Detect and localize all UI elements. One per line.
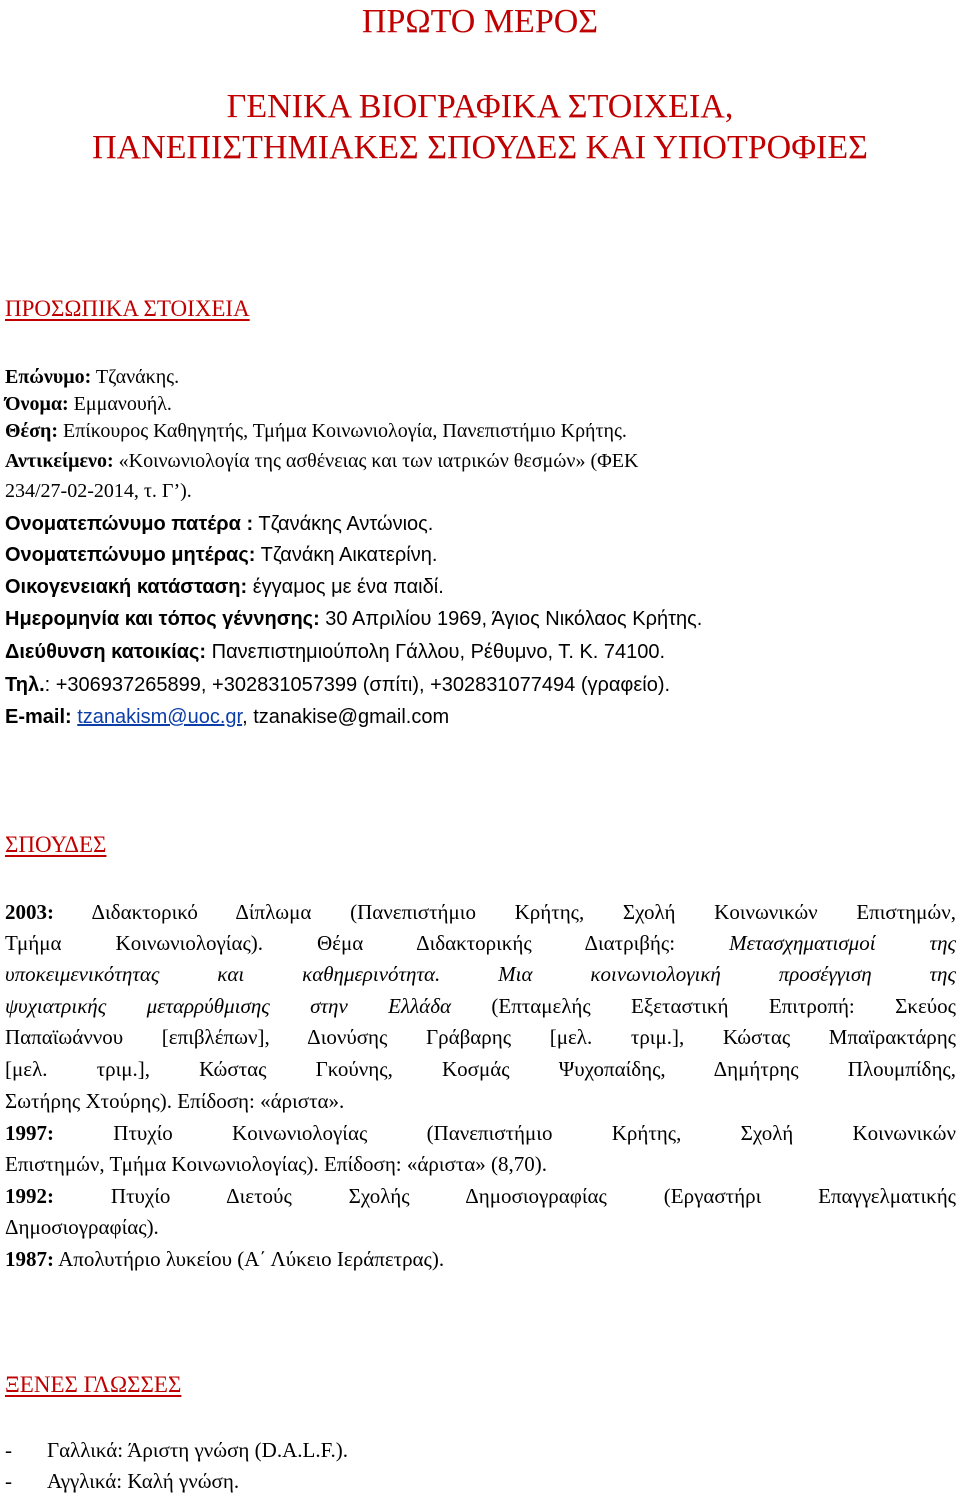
text: Απολυτήριο λυκείου (Α΄ Λύκειο Ιεράπετρας).	[54, 1247, 445, 1271]
subject-value: «Κοινωνιολογία της ασθένειας και των ιατρικών θεσμών» (ΦΕΚ	[113, 450, 639, 472]
position-value: Επίκουρος Καθηγητής, Τμήμα Κοινωνιολογία, Πανεπιστήμιο Κρήτης.	[58, 420, 627, 442]
text: Τμήμα Κοινωνιολογίας). Θέμα Διδακτορικής Διατριβής:	[5, 931, 730, 955]
language-text: Αγγλικά: Καλή γνώση.	[47, 1469, 240, 1493]
phone-label: Τηλ.	[5, 674, 45, 696]
studies-2003-line-1	[5, 899, 956, 925]
birth-value: 30 Απριλίου 1969, Άγιος Νικόλαος Κρήτης.	[319, 608, 703, 630]
mother-row	[5, 542, 437, 568]
thesis-title: υποκειμενικότητας και καθημερινότητα.	[5, 962, 441, 986]
section-title-line-1: ΓΕΝΙΚΑ ΒΙΟΓΡΑΦΙΚΑ ΣΤΟΙΧΕΙΑ,	[226, 88, 734, 125]
studies-1997-line-1	[5, 1120, 956, 1146]
thesis-title: Μετασχηματισμοί της	[729, 931, 957, 955]
mother-value: Τζανάκη Αικατερίνη.	[255, 544, 438, 566]
family-label: Οικογενειακή κατάσταση:	[5, 576, 248, 598]
studies-2003-line-7	[5, 1088, 344, 1114]
languages-heading: ΞΕΝΕΣ ΓΛΩΣΣΕΣ	[5, 1372, 182, 1397]
studies-1992-line-1	[5, 1183, 956, 1209]
email-link[interactable]: tzanakism@uoc.gr	[77, 706, 243, 728]
phone-row	[5, 672, 670, 698]
father-label: Ονοματεπώνυμο πατέρα :	[5, 513, 254, 535]
year-1997: 1997:	[5, 1121, 54, 1145]
thesis-subtitle: ψυχιατρικής μεταρρύθμισης στην Ελλάδα	[5, 994, 451, 1018]
text: Παπαϊωάννου [επιβλέπων], Διονύσης Γράβαρης [μελ. τριμ.], Κώστας Μπαϊρακτάρης	[5, 1025, 956, 1049]
address-value: Πανεπιστημιούπολη Γάλλου, Ρέθυμνο, Τ. Κ. 74100.	[206, 641, 666, 663]
birth-row	[5, 606, 702, 632]
mother-label: Ονοματεπώνυμο μητέρας:	[5, 544, 256, 566]
text: [μελ. τριμ.], Κώστας Γκούνης, Κοσμάς Ψυχοπαίδης, Δημήτρης Πλουμπίδης,	[5, 1057, 956, 1081]
bullet-dash: -	[5, 1438, 12, 1462]
surname-row	[5, 364, 179, 390]
language-item-french	[5, 1437, 348, 1463]
subject-row	[5, 448, 638, 474]
address-label: Διεύθυνση κατοικίας:	[5, 641, 207, 663]
text: Επιστημών, Τμήμα Κοινωνιολογίας). Επίδοση: «άριστα» (8,70).	[5, 1152, 548, 1176]
address-row	[5, 639, 665, 665]
subject-row-cont	[5, 478, 192, 504]
text: Πτυχίο Διετούς Σχολής Δημοσιογραφίας (Εργαστήρι Επαγγελματικής	[54, 1184, 956, 1208]
year-2003: 2003:	[5, 900, 54, 924]
subject-label: Αντικείμενο:	[5, 450, 114, 472]
year-1992: 1992:	[5, 1184, 54, 1208]
text: Σωτήρης Χτούρης). Επίδοση: «άριστα».	[5, 1089, 345, 1113]
birth-label: Ημερομηνία και τόπος γέννησης:	[5, 608, 320, 630]
email-label: E-mail:	[5, 706, 72, 728]
position-label: Θέση:	[5, 420, 58, 442]
name-row	[5, 391, 172, 417]
subject-value-cont: 234/27-02-2014, τ. Γ’).	[5, 480, 192, 502]
studies-2003-line-3	[5, 961, 956, 987]
studies-2003-line-4	[5, 993, 956, 1019]
father-row	[5, 511, 433, 537]
part-title: ΠΡΩΤΟ ΜΕΡΟΣ	[361, 3, 599, 40]
bullet-dash: -	[5, 1469, 12, 1493]
studies-1987-line-1	[5, 1246, 444, 1272]
language-item-english	[5, 1468, 239, 1494]
year-1987: 1987:	[5, 1247, 54, 1271]
studies-1997-line-2	[5, 1151, 547, 1177]
position-row	[5, 418, 627, 444]
thesis-subtitle: Μια κοινωνιολογική προσέγγιση της	[440, 962, 956, 986]
studies-1992-line-2	[5, 1214, 159, 1240]
surname-value: Τζανάκης.	[91, 366, 180, 388]
email-secondary: , tzanakise@gmail.com	[242, 706, 450, 728]
studies-2003-line-6	[5, 1056, 956, 1082]
family-row	[5, 574, 444, 600]
studies-2003-line-5	[5, 1024, 956, 1050]
name-value: Εμμανουήλ.	[68, 393, 172, 415]
phone-value: : +306937265899, +302831057399 (σπίτι), +302831077494 (γραφείο).	[44, 674, 671, 696]
text: (Επταμελής Εξεταστική Επιτροπή: Σκεύος	[451, 994, 956, 1018]
name-label: Όνομα:	[5, 393, 69, 415]
personal-heading: ΠΡΟΣΩΠΙΚΑ ΣΤΟΙΧΕΙΑ	[5, 296, 250, 321]
text: Δημοσιογραφίας).	[5, 1215, 159, 1239]
language-text: Γαλλικά: Άριστη γνώση (D.A.L.F.).	[47, 1438, 349, 1462]
text: Διδακτορικό Δίπλωμα (Πανεπιστήμιο Κρήτης, Σχολή Κοινωνικών Επιστημών,	[54, 900, 956, 924]
studies-2003-line-2	[5, 930, 956, 956]
section-title-line-2: ΠΑΝΕΠΙΣΤΗΜΙΑΚΕΣ ΣΠΟΥΔΕΣ ΚΑΙ ΥΠΟΤΡΟΦΙΕΣ	[92, 129, 868, 166]
studies-heading: ΣΠΟΥΔΕΣ	[5, 832, 107, 857]
email-row	[5, 704, 449, 730]
text: Πτυχίο Κοινωνιολογίας (Πανεπιστήμιο Κρήτης, Σχολή Κοινωνικών	[54, 1121, 956, 1145]
family-value: έγγαμος με ένα παιδί.	[247, 576, 444, 598]
father-value: Τζανάκης Αντώνιος.	[253, 513, 434, 535]
surname-label: Επώνυμο:	[5, 366, 92, 388]
